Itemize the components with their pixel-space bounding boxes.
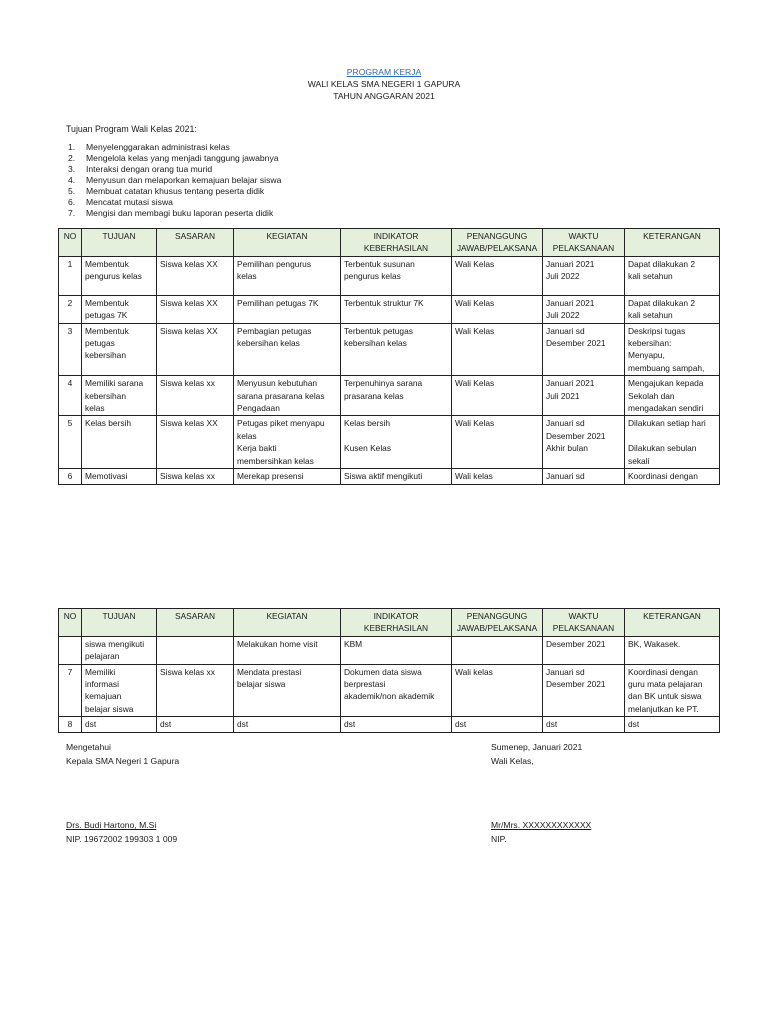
goal-number: 2. — [68, 153, 76, 163]
header-text: WAKTU — [568, 231, 599, 241]
cell-no — [59, 469, 82, 484]
cell-waktu — [543, 416, 625, 469]
cell-sasaran — [157, 416, 234, 469]
sign-left-line1: Mengetahui — [66, 742, 111, 752]
goal-text: Interaksi dengan orang tua murid — [86, 164, 213, 174]
goal-text: Menyusun dan melaporkan kemajuan belajar siswa — [86, 175, 282, 185]
cell-tujuan — [82, 416, 157, 469]
table-row — [59, 376, 720, 416]
cell-text: Mengajukan kepada — [628, 378, 704, 389]
cell-penanggung — [452, 717, 543, 732]
cell-text: kelas — [237, 271, 257, 282]
cell-indikator — [341, 323, 452, 376]
header-text: PENANGGUNG — [466, 231, 528, 241]
cell-text: Pemilihan petugas 7K — [237, 297, 319, 308]
goal-text: Mengisi dan membagi buku laporan peserta didik — [86, 208, 274, 218]
cell-no — [59, 416, 82, 469]
cell-text: Dilakukan setiap hari — [628, 418, 706, 429]
cell-text: Siswa kelas xx — [160, 666, 215, 677]
table-row — [59, 416, 720, 469]
header-text: KEBERHASILAN — [363, 623, 429, 634]
sign-left-nip: NIP. 19672002 199303 1 009 — [66, 834, 178, 844]
header-text: JAWAB/PELAKSANA — [456, 243, 538, 254]
cell-text: Januari 2021 — [546, 378, 595, 389]
cell-text: Pembagian petugas — [237, 325, 312, 336]
cell-indikator — [341, 469, 452, 484]
cell-text: Terbentuk susunan — [344, 258, 415, 269]
cell-text: kebersihan: — [628, 338, 672, 349]
cell-text: Petugas piket menyapu — [237, 418, 325, 429]
cell-text: Januari 2021 — [546, 258, 595, 269]
cell-text: dst — [160, 719, 172, 730]
cell-penanggung — [452, 295, 543, 323]
cell-tujuan — [82, 376, 157, 416]
cell-text: membuang sampah, — [628, 362, 705, 373]
cell-text: kebersihan kelas — [344, 338, 407, 349]
cell-keterangan — [625, 323, 720, 376]
cell-tujuan — [82, 717, 157, 732]
cell-text: Menyapu, — [628, 350, 665, 361]
cell-penanggung — [452, 416, 543, 469]
cell-keterangan — [625, 664, 720, 717]
sign-right-nip: NIP. — [491, 834, 507, 844]
cell-text: 4 — [67, 378, 73, 389]
cell-text: Wali kelas — [455, 471, 493, 482]
cell-text: Siswa kelas xx — [160, 378, 215, 389]
cell-text: kebersihan — [85, 350, 126, 361]
cell-text: kali setahun — [628, 310, 673, 321]
cell-indikator — [341, 295, 452, 323]
cell-penanggung — [452, 376, 543, 416]
cell-text — [160, 638, 230, 650]
document-subtitle: WALI KELAS SMA NEGERI 1 GAPURA — [307, 79, 461, 89]
signature-right — [491, 740, 591, 846]
header-sasaran — [157, 609, 234, 637]
cell-penanggung — [452, 636, 543, 664]
cell-text: Siswa kelas xx — [160, 471, 215, 482]
cell-text: Kelas bersih — [344, 418, 391, 429]
cell-text: Wali Kelas — [455, 378, 495, 389]
cell-sasaran — [157, 295, 234, 323]
cell-text: Pemilihan pengurus — [237, 258, 312, 269]
cell-indikator — [341, 717, 452, 732]
cell-kegiatan — [234, 376, 341, 416]
cell-sasaran — [157, 636, 234, 664]
goal-item — [66, 175, 281, 186]
sign-right-name: Mr/Mrs. XXXXXXXXXXXX — [491, 820, 592, 830]
cell-text: dst — [344, 719, 356, 730]
cell-text — [628, 430, 716, 442]
cell-text: Siswa kelas XX — [160, 418, 218, 429]
cell-text: kali setahun — [628, 271, 673, 282]
cell-keterangan — [625, 717, 720, 732]
header-text: NO — [63, 231, 77, 241]
cell-waktu — [543, 323, 625, 376]
cell-text: Januari sd — [546, 325, 585, 336]
goal-text: Mencatat mutasi siswa — [86, 197, 173, 207]
table-row — [59, 256, 720, 295]
cell-text: siswa mengikuti — [85, 638, 145, 649]
cell-text: sarana prasarana kelas — [237, 390, 325, 401]
cell-text: Koordinasi dengan — [628, 666, 698, 677]
goals-list — [66, 142, 281, 219]
cell-text: Memotivasi — [85, 471, 128, 482]
table-row — [59, 717, 720, 732]
cell-text: 2 — [67, 297, 73, 308]
header-kegiatan — [234, 609, 341, 637]
goal-text: Menyelenggarakan administrasi kelas — [86, 142, 230, 152]
header-tujuan — [82, 229, 157, 257]
header-text: PELAKSANAAN — [552, 243, 615, 254]
signature-left — [66, 740, 179, 846]
cell-text: Akhir bulan — [546, 443, 588, 454]
header-keterangan — [625, 229, 720, 257]
cell-text: kebersihan kelas — [237, 338, 300, 349]
table-row — [59, 295, 720, 323]
cell-text: 7 — [67, 666, 73, 677]
cell-kegiatan — [234, 664, 341, 717]
cell-sasaran — [157, 717, 234, 732]
cell-keterangan — [625, 469, 720, 484]
document-year: TAHUN ANGGARAN 2021 — [333, 91, 435, 101]
cell-text: Siswa kelas XX — [160, 297, 218, 308]
cell-text: Mendata prestasi — [237, 666, 302, 677]
cell-text: Wali kelas — [455, 666, 493, 677]
cell-text: kelas — [237, 430, 257, 441]
cell-text: Deskripsi tugas — [628, 325, 686, 336]
cell-text: Januari sd — [546, 418, 585, 429]
goal-number: 7. — [68, 208, 76, 218]
cell-penanggung — [452, 469, 543, 484]
cell-kegiatan — [234, 636, 341, 664]
cell-text: Juli 2022 — [546, 310, 580, 321]
program-table-page-1 — [58, 228, 720, 485]
cell-waktu — [543, 717, 625, 732]
cell-text: Kelas bersih — [85, 418, 132, 429]
goal-number: 3. — [68, 164, 76, 174]
cell-tujuan — [82, 295, 157, 323]
header-text: KEBERHASILAN — [363, 243, 429, 254]
goal-item — [66, 186, 281, 197]
cell-text: kebersihan — [85, 390, 126, 401]
cell-no — [59, 295, 82, 323]
cell-text: Siswa aktif mengikuti — [344, 471, 423, 482]
cell-text: Terbentuk struktur 7K — [344, 297, 424, 308]
header-indikator — [341, 609, 452, 637]
table-row — [59, 323, 720, 376]
cell-waktu — [543, 256, 625, 295]
header-no — [59, 609, 82, 637]
cell-text: Terpenuhinya sarana — [344, 378, 423, 389]
header-text: SASARAN — [174, 611, 216, 621]
header-text: PELAKSANAAN — [552, 623, 615, 634]
cell-penanggung — [452, 664, 543, 717]
cell-text: KBM — [344, 638, 363, 649]
cell-kegiatan — [234, 717, 341, 732]
cell-text: dst — [237, 719, 249, 730]
cell-text: Wali Kelas — [455, 418, 495, 429]
goal-item — [66, 197, 281, 208]
cell-indikator — [341, 256, 452, 295]
cell-sasaran — [157, 376, 234, 416]
cell-kegiatan — [234, 256, 341, 295]
goal-item — [66, 142, 281, 153]
cell-text: Pengadaan — [237, 403, 280, 414]
cell-text: membersihkan kelas — [237, 455, 314, 466]
cell-text: akademik/non akademik — [344, 691, 435, 702]
header-sasaran — [157, 229, 234, 257]
cell-sasaran — [157, 256, 234, 295]
cell-text: Dilakukan sebulan — [628, 443, 697, 454]
cell-text: dst — [628, 719, 640, 730]
cell-text: prasarana kelas — [344, 390, 404, 401]
cell-text: 1 — [67, 258, 73, 269]
header-keterangan — [625, 609, 720, 637]
cell-text: kelas — [85, 403, 105, 414]
cell-text: 8 — [67, 719, 73, 730]
sign-right-line1: Sumenep, Januari 2021 — [491, 742, 583, 752]
cell-text: Menyusun kebutuhan — [237, 378, 318, 389]
cell-tujuan — [82, 256, 157, 295]
cell-text: Membentuk — [85, 325, 129, 336]
cell-text: informasi — [85, 679, 119, 690]
cell-text — [62, 638, 78, 650]
cell-text: Desember 2021 — [546, 638, 606, 649]
header-no — [59, 229, 82, 257]
header-text: KEGIATAN — [266, 611, 308, 621]
cell-text: Dapat dilakukan 2 — [628, 297, 696, 308]
cell-text: Kusen Kelas — [344, 443, 392, 454]
cell-tujuan — [82, 323, 157, 376]
cell-text: Dapat dilakukan 2 — [628, 258, 696, 269]
header-penanggung — [452, 609, 543, 637]
cell-kegiatan — [234, 323, 341, 376]
cell-text: petugas 7K — [85, 310, 128, 321]
cell-no — [59, 664, 82, 717]
table-header-row — [59, 609, 720, 637]
cell-text: Desember 2021 — [546, 430, 606, 441]
cell-text: Terbentuk petugas — [344, 325, 413, 336]
cell-no — [59, 636, 82, 664]
cell-kegiatan — [234, 469, 341, 484]
cell-text — [455, 638, 539, 650]
cell-text: mengadakan sendiri — [628, 403, 704, 414]
cell-indikator — [341, 376, 452, 416]
goal-item — [66, 153, 281, 164]
goals-intro: Tujuan Program Wali Kelas 2021: — [66, 124, 197, 134]
cell-keterangan — [625, 416, 720, 469]
cell-keterangan — [625, 256, 720, 295]
goal-text: Membuat catatan khusus tentang peserta didik — [86, 186, 265, 196]
header-text: PENANGGUNG — [466, 611, 528, 621]
goal-text: Mengelola kelas yang menjadi tanggung jawabnya — [86, 153, 279, 163]
goal-number: 1. — [68, 142, 76, 152]
header-tujuan — [82, 609, 157, 637]
cell-text: Januari sd — [546, 471, 585, 482]
cell-text: 3 — [67, 325, 73, 336]
cell-text: Memiliki sarana — [85, 378, 144, 389]
cell-indikator — [341, 636, 452, 664]
sign-left-line2: Kepala SMA Negeri 1 Gapura — [66, 756, 180, 766]
cell-sasaran — [157, 323, 234, 376]
cell-sasaran — [157, 664, 234, 717]
cell-text: Membentuk — [85, 258, 129, 269]
document-title: PROGRAM KERJA — [346, 67, 422, 77]
cell-tujuan — [82, 636, 157, 664]
cell-text: Januari 2021 — [546, 297, 595, 308]
cell-no — [59, 256, 82, 295]
goal-number: 6. — [68, 197, 76, 207]
cell-text: Kerja bakti — [237, 443, 277, 454]
sign-right-line2: Wali Kelas, — [491, 756, 534, 766]
cell-no — [59, 717, 82, 732]
cell-waktu — [543, 636, 625, 664]
cell-text: belajar siswa — [237, 679, 286, 690]
cell-text: pengurus kelas — [85, 271, 142, 282]
cell-tujuan — [82, 664, 157, 717]
header-text: TUJUAN — [102, 231, 136, 241]
cell-text — [344, 430, 448, 442]
cell-penanggung — [452, 256, 543, 295]
cell-text: melanjutkan ke PT. — [628, 703, 699, 714]
cell-text: 5 — [67, 418, 73, 429]
table-row — [59, 469, 720, 484]
cell-no — [59, 376, 82, 416]
header-text: KETERANGAN — [643, 611, 701, 621]
cell-text: Koordinasi dengan — [628, 471, 698, 482]
cell-waktu — [543, 664, 625, 717]
cell-waktu — [543, 469, 625, 484]
cell-keterangan — [625, 376, 720, 416]
cell-text: pengurus kelas — [344, 271, 401, 282]
header-text: TUJUAN — [102, 611, 136, 621]
cell-text: Siswa kelas XX — [160, 258, 218, 269]
header-text: INDIKATOR — [373, 611, 419, 621]
header-text: JAWAB/PELAKSANA — [456, 623, 538, 634]
cell-penanggung — [452, 323, 543, 376]
document-header — [0, 66, 768, 102]
cell-text: Siswa kelas XX — [160, 325, 218, 336]
cell-text: Melakukan home visit — [237, 638, 318, 649]
cell-text: berprestasi — [344, 679, 386, 690]
cell-text: Juli 2022 — [546, 271, 580, 282]
header-waktu — [543, 609, 625, 637]
cell-text: Desember 2021 — [546, 338, 606, 349]
cell-text: dst — [85, 719, 97, 730]
cell-text: Wali Kelas — [455, 325, 495, 336]
header-text: NO — [63, 611, 77, 621]
sign-left-name: Drs. Budi Hartono, M.Si — [66, 820, 157, 830]
goal-number: 5. — [68, 186, 76, 196]
header-text: SASARAN — [174, 231, 216, 241]
cell-kegiatan — [234, 416, 341, 469]
goal-item — [66, 164, 281, 175]
cell-text: Merekap presensi — [237, 471, 304, 482]
cell-text: Dokumen data siswa — [344, 666, 422, 677]
cell-text: Juli 2021 — [546, 390, 580, 401]
table-header-row — [59, 229, 720, 257]
cell-text: BK, Wakasek. — [628, 638, 681, 649]
cell-keterangan — [625, 636, 720, 664]
header-waktu — [543, 229, 625, 257]
cell-text: 6 — [67, 471, 73, 482]
table-row — [59, 636, 720, 664]
cell-text: guru mata pelajaran — [628, 679, 703, 690]
goal-number: 4. — [68, 175, 76, 185]
program-table-page-2 — [58, 608, 720, 733]
cell-text: Sekolah dan — [628, 390, 675, 401]
header-kegiatan — [234, 229, 341, 257]
cell-text: belajar siswa — [85, 703, 134, 714]
goal-item — [66, 208, 281, 219]
cell-kegiatan — [234, 295, 341, 323]
cell-text: kemajuan — [85, 691, 122, 702]
cell-tujuan — [82, 469, 157, 484]
cell-waktu — [543, 295, 625, 323]
table-row — [59, 664, 720, 717]
cell-keterangan — [625, 295, 720, 323]
cell-no — [59, 323, 82, 376]
header-text: KEGIATAN — [266, 231, 308, 241]
header-text: INDIKATOR — [373, 231, 419, 241]
cell-indikator — [341, 416, 452, 469]
cell-text: pelajaran — [85, 651, 120, 662]
cell-waktu — [543, 376, 625, 416]
header-penanggung — [452, 229, 543, 257]
header-text: WAKTU — [568, 611, 599, 621]
cell-text: Wali Kelas — [455, 297, 495, 308]
cell-sasaran — [157, 469, 234, 484]
cell-text: dst — [455, 719, 467, 730]
cell-text: Wali Kelas — [455, 258, 495, 269]
header-indikator — [341, 229, 452, 257]
cell-text: petugas — [85, 338, 115, 349]
cell-text: Membentuk — [85, 297, 129, 308]
cell-text: dan BK untuk siswa — [628, 691, 702, 702]
cell-text: dst — [546, 719, 558, 730]
cell-indikator — [341, 664, 452, 717]
cell-text: sekali — [628, 455, 650, 466]
cell-text: Memiliki — [85, 666, 116, 677]
cell-text: Desember 2021 — [546, 679, 606, 690]
cell-text: Januari sd — [546, 666, 585, 677]
header-text: KETERANGAN — [643, 231, 701, 241]
